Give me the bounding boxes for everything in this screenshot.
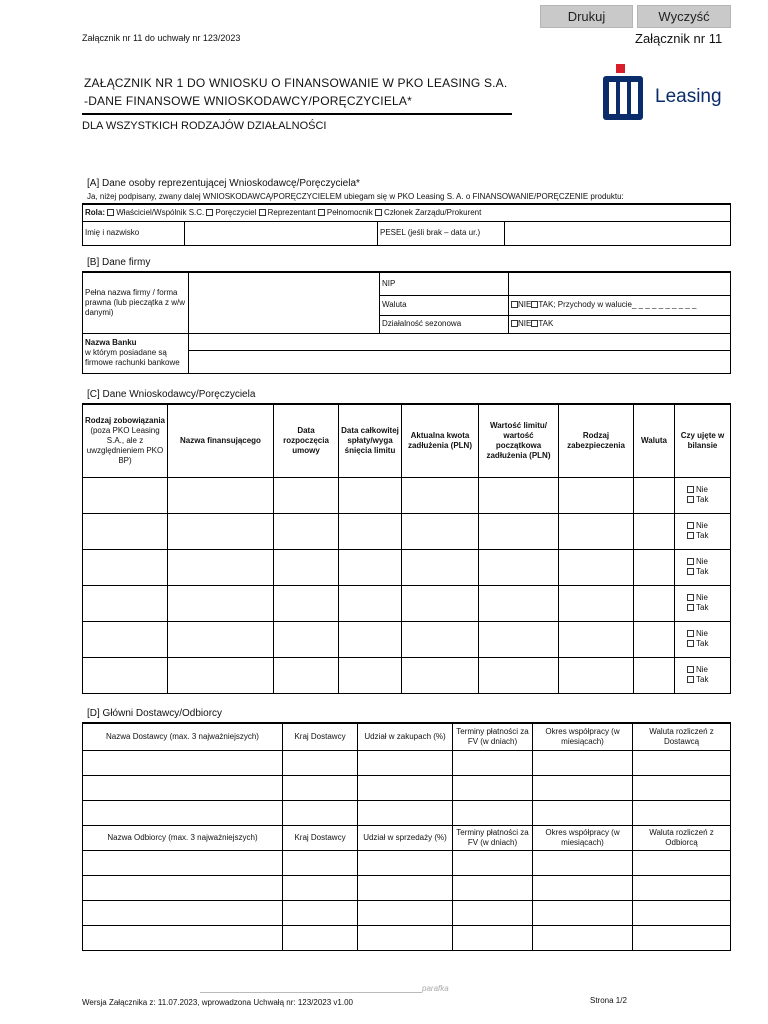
col-financier: Nazwa finansującego bbox=[168, 404, 274, 477]
role-label: Rola: bbox=[85, 207, 105, 217]
cell-input[interactable] bbox=[479, 477, 559, 513]
seasonal-label: Działalność sezonowa bbox=[380, 315, 509, 333]
section-d-title: [D] Główni Dostawcy/Odbiorcy bbox=[87, 708, 223, 719]
cell-input[interactable] bbox=[283, 900, 358, 925]
print-button[interactable]: Drukuj bbox=[540, 5, 633, 28]
table-row bbox=[83, 477, 731, 513]
document-title: ZAŁĄCZNIK NR 1 DO WNIOSKU O FINANSOWANIE W PKO LEASING S.A. bbox=[84, 76, 508, 90]
logo-text: Leasing bbox=[655, 86, 722, 107]
cell-input[interactable] bbox=[83, 900, 283, 925]
balance-no-checkbox[interactable]: Nie bbox=[687, 629, 708, 638]
cell-input[interactable] bbox=[633, 925, 731, 950]
title-underline bbox=[82, 113, 512, 115]
cell-input[interactable] bbox=[83, 513, 168, 549]
company-label: Pełna nazwa firmy / forma prawna (lub pieczątka z w/w danymi) bbox=[83, 272, 189, 333]
cell-input[interactable] bbox=[402, 513, 479, 549]
section-a-statement: Ja, niżej podpisany, zwany dalej WNIOSKODAWCĄ/PORĘCZYCIELEM ubiegam się w PKO Leasing S. A. o FINANSOWANIE/PORĘCZENIE produktu: bbox=[87, 192, 624, 201]
cell-input[interactable] bbox=[559, 513, 634, 549]
currency-label: Waluta bbox=[380, 295, 509, 315]
cell-input[interactable] bbox=[83, 585, 168, 621]
col-supplier-country: Kraj Dostawcy bbox=[283, 723, 358, 750]
cell-input[interactable] bbox=[453, 800, 533, 825]
cell-input[interactable] bbox=[453, 875, 533, 900]
cell-input[interactable] bbox=[634, 621, 675, 657]
cell-input[interactable] bbox=[402, 549, 479, 585]
version-note: Wersja Załącznika z: 11.07.2023, wprowadzona Uchwałą nr: 123/2023 v1.00 bbox=[82, 998, 353, 1007]
nip-label: NIP bbox=[380, 272, 509, 295]
cell-input[interactable] bbox=[634, 549, 675, 585]
balance-yes-checkbox[interactable]: Tak bbox=[687, 675, 708, 684]
col-liability-type: Rodzaj zobowiązania (poza PKO Leasing S.A., ale z uwzględnieniem PKO BP) bbox=[83, 404, 168, 477]
table-row bbox=[83, 549, 731, 585]
table-row bbox=[83, 513, 731, 549]
cell-input[interactable] bbox=[358, 775, 453, 800]
cell-input[interactable] bbox=[402, 621, 479, 657]
balance-options bbox=[675, 585, 731, 621]
cell-input[interactable] bbox=[559, 657, 634, 693]
pesel-label: PESEL (jeśli brak – data ur.) bbox=[378, 221, 505, 245]
section-c-title: [C] Dane Wnioskodawcy/Poręczyciela bbox=[87, 389, 256, 400]
section-a-title: [A] Dane osoby reprezentującej Wnioskodawcę/Poręczyciela* bbox=[87, 178, 360, 189]
cell-input[interactable] bbox=[634, 585, 675, 621]
cell-input[interactable] bbox=[633, 750, 731, 775]
bank-label: Nazwa Banku w którym posiadane są firmowe rachunki bankowe bbox=[83, 333, 189, 373]
section-d-table bbox=[82, 722, 731, 951]
cell-input[interactable] bbox=[283, 750, 358, 775]
cell-input[interactable] bbox=[533, 900, 633, 925]
cell-input[interactable] bbox=[559, 477, 634, 513]
cell-input[interactable] bbox=[533, 750, 633, 775]
col-buyer-settlement-currency: Waluta rozliczeń z Odbiorcą bbox=[633, 825, 731, 850]
buyers-header-row bbox=[83, 825, 731, 850]
balance-options bbox=[675, 477, 731, 513]
table-row bbox=[83, 925, 731, 950]
cell-input[interactable] bbox=[168, 657, 274, 693]
cell-input[interactable] bbox=[634, 513, 675, 549]
section-b-title: [B] Dane firmy bbox=[87, 257, 151, 268]
balance-no-checkbox[interactable]: Nie bbox=[687, 521, 708, 530]
col-buyer-name: Nazwa Odbiorcy (max. 3 najważniejszych) bbox=[83, 825, 283, 850]
cell-input[interactable] bbox=[479, 657, 559, 693]
balance-no-checkbox[interactable]: Nie bbox=[687, 593, 708, 602]
cell-input[interactable] bbox=[402, 477, 479, 513]
role-checkbox-guarantor[interactable]: Poręczyciel bbox=[206, 208, 256, 217]
cell-input[interactable] bbox=[168, 621, 274, 657]
cell-input[interactable] bbox=[479, 621, 559, 657]
cell-input[interactable] bbox=[358, 850, 453, 875]
cell-input[interactable] bbox=[283, 800, 358, 825]
currency-yes-checkbox[interactable]: TAK; Przychody w walucie_ _ _ _ _ _ _ _ _ _ bbox=[531, 300, 696, 309]
bank-field-1[interactable] bbox=[189, 333, 731, 350]
clear-button[interactable]: Wyczyść bbox=[637, 5, 731, 28]
balance-yes-checkbox[interactable]: Tak bbox=[687, 603, 708, 612]
currency-options bbox=[509, 295, 731, 315]
currency-no-checkbox[interactable]: NIE bbox=[511, 300, 531, 309]
cell-input[interactable] bbox=[634, 477, 675, 513]
col-limit-value: Wartość limitu/ wartość początkowa zadłużenia (PLN) bbox=[479, 404, 559, 477]
section-b-table bbox=[82, 271, 731, 374]
nip-field[interactable] bbox=[509, 272, 731, 295]
cell-input[interactable] bbox=[533, 800, 633, 825]
cell-input[interactable] bbox=[402, 585, 479, 621]
cell-input[interactable] bbox=[533, 875, 633, 900]
document-title-line2: -DANE FINANSOWE WNIOSKODAWCY/PORĘCZYCIELA* bbox=[84, 94, 412, 108]
cell-input[interactable] bbox=[274, 657, 339, 693]
balance-options bbox=[675, 513, 731, 549]
col-settlement-currency: Waluta rozliczeń z Dostawcą bbox=[633, 723, 731, 750]
cell-input[interactable] bbox=[83, 750, 283, 775]
cell-input[interactable] bbox=[339, 549, 402, 585]
cell-input[interactable] bbox=[633, 850, 731, 875]
table-row bbox=[83, 775, 731, 800]
cell-input[interactable] bbox=[339, 477, 402, 513]
col-sales-share: Udział w sprzedaży (%) bbox=[358, 825, 453, 850]
company-field[interactable] bbox=[189, 272, 380, 333]
table-row bbox=[83, 900, 731, 925]
col-currency: Waluta bbox=[634, 404, 675, 477]
col-current-debt: Aktualna kwota zadłużenia (PLN) bbox=[402, 404, 479, 477]
cell-input[interactable] bbox=[274, 477, 339, 513]
cell-input[interactable] bbox=[283, 875, 358, 900]
col-end-date: Data całkowitej spłaty/wyga śnięcia limitu bbox=[339, 404, 402, 477]
cell-input[interactable] bbox=[83, 800, 283, 825]
balance-yes-checkbox[interactable]: Tak bbox=[687, 567, 708, 576]
role-row bbox=[83, 204, 731, 221]
seasonal-no-checkbox[interactable]: NIE bbox=[511, 319, 531, 328]
section-c-table bbox=[82, 403, 731, 694]
cell-input[interactable] bbox=[168, 549, 274, 585]
cell-input[interactable] bbox=[339, 513, 402, 549]
cell-input[interactable] bbox=[358, 925, 453, 950]
table-row bbox=[83, 850, 731, 875]
cell-input[interactable] bbox=[453, 775, 533, 800]
balance-no-checkbox[interactable]: Nie bbox=[687, 665, 708, 674]
balance-options bbox=[675, 657, 731, 693]
attachment-reference: Załącznik nr 11 do uchwały nr 123/2023 bbox=[82, 33, 241, 43]
balance-options bbox=[675, 549, 731, 585]
page-number: Strona 1/2 bbox=[590, 996, 627, 1005]
cell-input[interactable] bbox=[168, 477, 274, 513]
cell-input[interactable] bbox=[479, 513, 559, 549]
cell-input[interactable] bbox=[633, 875, 731, 900]
section-a-table bbox=[82, 203, 731, 246]
cell-input[interactable] bbox=[533, 850, 633, 875]
cell-input[interactable] bbox=[168, 513, 274, 549]
cell-input[interactable] bbox=[83, 775, 283, 800]
role-checkbox-representative[interactable]: Reprezentant bbox=[259, 208, 316, 217]
col-buyer-payment-terms: Terminy płatności za FV (w dniach) bbox=[453, 825, 533, 850]
pesel-field[interactable] bbox=[505, 221, 731, 245]
cell-input[interactable] bbox=[83, 621, 168, 657]
role-checkbox-board-member[interactable]: Członek Zarządu/Prokurent bbox=[375, 208, 481, 217]
cell-input[interactable] bbox=[83, 657, 168, 693]
table-row bbox=[83, 657, 731, 693]
col-start-date: Data rozpoczęcia umowy bbox=[274, 404, 339, 477]
cell-input[interactable] bbox=[274, 585, 339, 621]
table-row bbox=[83, 800, 731, 825]
cell-input[interactable] bbox=[402, 657, 479, 693]
cell-input[interactable] bbox=[83, 925, 283, 950]
balance-no-checkbox[interactable]: Nie bbox=[687, 557, 708, 566]
cell-input[interactable] bbox=[453, 750, 533, 775]
cell-input[interactable] bbox=[533, 925, 633, 950]
cell-input[interactable] bbox=[533, 775, 633, 800]
balance-yes-checkbox[interactable]: Tak bbox=[687, 495, 708, 504]
attachment-number: Załącznik nr 11 bbox=[635, 31, 723, 46]
cell-input[interactable] bbox=[559, 549, 634, 585]
cell-input[interactable] bbox=[453, 850, 533, 875]
cell-input[interactable] bbox=[274, 549, 339, 585]
cell-input[interactable] bbox=[339, 621, 402, 657]
seasonal-options bbox=[509, 315, 731, 333]
col-payment-terms: Terminy płatności za FV (w dniach) bbox=[453, 723, 533, 750]
table-row bbox=[83, 585, 731, 621]
cell-input[interactable] bbox=[634, 657, 675, 693]
cell-input[interactable] bbox=[83, 875, 283, 900]
cell-input[interactable] bbox=[283, 850, 358, 875]
balance-no-checkbox[interactable]: Nie bbox=[687, 485, 708, 494]
balance-yes-checkbox[interactable]: Tak bbox=[687, 639, 708, 648]
name-field[interactable] bbox=[185, 221, 378, 245]
name-label: Imię i nazwisko bbox=[83, 221, 185, 245]
cell-input[interactable] bbox=[559, 621, 634, 657]
col-purchase-share: Udział w zakupach (%) bbox=[358, 723, 453, 750]
cell-input[interactable] bbox=[83, 477, 168, 513]
cell-input[interactable] bbox=[358, 750, 453, 775]
col-collateral: Rodzaj zabezpieczenia bbox=[559, 404, 634, 477]
cell-input[interactable] bbox=[83, 850, 283, 875]
cell-input[interactable] bbox=[339, 657, 402, 693]
cell-input[interactable] bbox=[339, 585, 402, 621]
cell-input[interactable] bbox=[479, 585, 559, 621]
col-buyer-country: Kraj Dostawcy bbox=[283, 825, 358, 850]
cell-input[interactable] bbox=[274, 621, 339, 657]
cell-input[interactable] bbox=[283, 925, 358, 950]
paraph-line bbox=[200, 992, 422, 993]
cell-input[interactable] bbox=[453, 925, 533, 950]
seasonal-yes-checkbox[interactable]: TAK bbox=[531, 319, 553, 328]
cell-input[interactable] bbox=[274, 513, 339, 549]
role-checkbox-owner[interactable]: Właściciel/Wspólnik S.C. bbox=[107, 208, 204, 217]
table-row bbox=[83, 875, 731, 900]
cell-input[interactable] bbox=[358, 800, 453, 825]
paraph-label: parafka bbox=[422, 984, 449, 993]
col-in-balance: Czy ujęte w bilansie bbox=[675, 404, 731, 477]
document-subtitle: DLA WSZYSTKICH RODZAJÓW DZIAŁALNOŚCI bbox=[82, 120, 327, 132]
balance-yes-checkbox[interactable]: Tak bbox=[687, 531, 708, 540]
cell-input[interactable] bbox=[633, 800, 731, 825]
cell-input[interactable] bbox=[83, 549, 168, 585]
table-row bbox=[83, 621, 731, 657]
col-buyer-cooperation-period: Okres współpracy (w miesiącach) bbox=[533, 825, 633, 850]
bank-field-2[interactable] bbox=[189, 350, 731, 373]
cell-input[interactable] bbox=[358, 875, 453, 900]
col-supplier-name: Nazwa Dostawcy (max. 3 najważniejszych) bbox=[83, 723, 283, 750]
cell-input[interactable] bbox=[358, 900, 453, 925]
cell-input[interactable] bbox=[633, 900, 731, 925]
col-cooperation-period: Okres współpracy (w miesiącach) bbox=[533, 723, 633, 750]
cell-input[interactable] bbox=[633, 775, 731, 800]
table-row bbox=[83, 750, 731, 775]
role-checkbox-proxy[interactable]: Pełnomocnik bbox=[318, 208, 373, 217]
cell-input[interactable] bbox=[283, 775, 358, 800]
balance-options bbox=[675, 621, 731, 657]
cell-input[interactable] bbox=[168, 585, 274, 621]
pko-logo-icon bbox=[603, 64, 643, 120]
cell-input[interactable] bbox=[479, 549, 559, 585]
cell-input[interactable] bbox=[453, 900, 533, 925]
suppliers-header-row bbox=[83, 723, 731, 750]
cell-input[interactable] bbox=[559, 585, 634, 621]
